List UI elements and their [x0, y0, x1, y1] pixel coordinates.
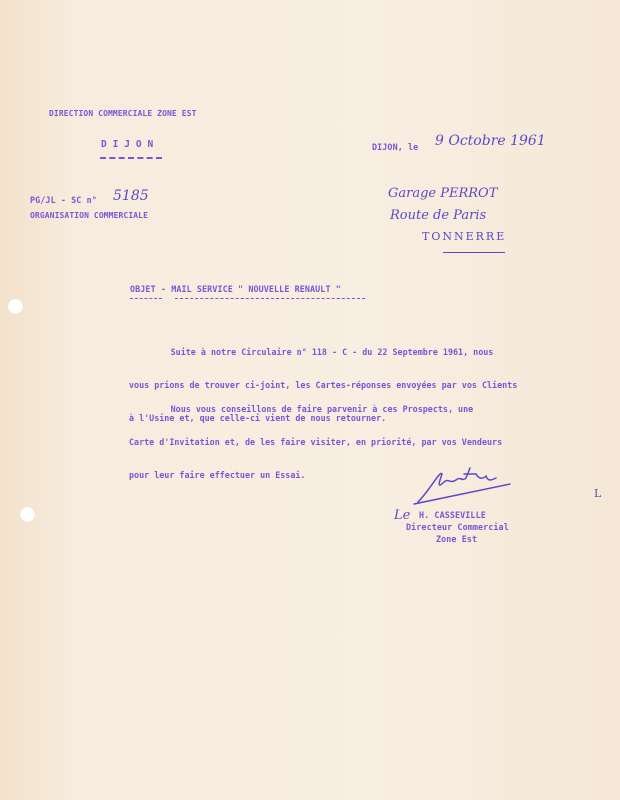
- body-p2-line2: Carte d'Invitation et, de les faire visiter, en priorité, par vos Vendeurs: [129, 437, 503, 447]
- recipient-underline: [443, 252, 505, 253]
- reference-number: 5185: [113, 188, 149, 204]
- signatory-title: Directeur Commercial: [406, 522, 509, 532]
- subject-separator: -: [160, 284, 167, 294]
- letterhead-direction: DIRECTION COMMERCIALE ZONE EST: [49, 109, 197, 118]
- subject-line: [130, 284, 341, 294]
- subject-text-underline: [175, 296, 365, 299]
- signatory-name: H. CASSEVILLE: [419, 510, 486, 520]
- date-place: DIJON, le: [372, 142, 419, 152]
- hole-punch-top: [8, 299, 23, 314]
- recipient-line1: Garage PERROT: [388, 186, 498, 201]
- hole-punch-bottom: [20, 507, 35, 522]
- body-p1-line2: vous prions de trouver ci-joint, les Cartes-réponses envoyées par vos Clients: [129, 380, 518, 390]
- body-p2-line1: Nous vous conseillons de faire parvenir à ces Prospects, une: [95, 404, 474, 414]
- body-p2-line3: pour leur faire effectuer un Essai.: [129, 470, 306, 480]
- body-p1-line3: à l'Usine et, que celle-ci vient de nous retourner.: [129, 413, 387, 423]
- signature-initial: Le: [394, 508, 411, 523]
- subject-label: OBJET: [130, 284, 156, 294]
- signature-scribble-icon: [410, 460, 520, 510]
- letterhead-city: D I J O N: [101, 139, 154, 150]
- signatory-zone: Zone Est: [436, 534, 478, 544]
- subject-label-underline: [130, 296, 162, 299]
- reference-prefix: PG/JL - SC n°: [30, 195, 97, 205]
- recipient-line2: Route de Paris: [390, 208, 487, 223]
- date-value: 9 Octobre 1961: [435, 133, 546, 149]
- subject-text: MAIL SERVICE " NOUVELLE RENAULT ": [171, 284, 341, 294]
- margin-mark: L: [594, 487, 602, 500]
- recipient-line3: TONNERRE: [422, 230, 507, 243]
- city-underline: [100, 155, 162, 159]
- body-p1-line1: Suite à notre Circulaire n° 118 - C - du 22 Septembre 1961, nous: [95, 347, 494, 357]
- department: ORGANISATION COMMERCIALE: [30, 211, 148, 220]
